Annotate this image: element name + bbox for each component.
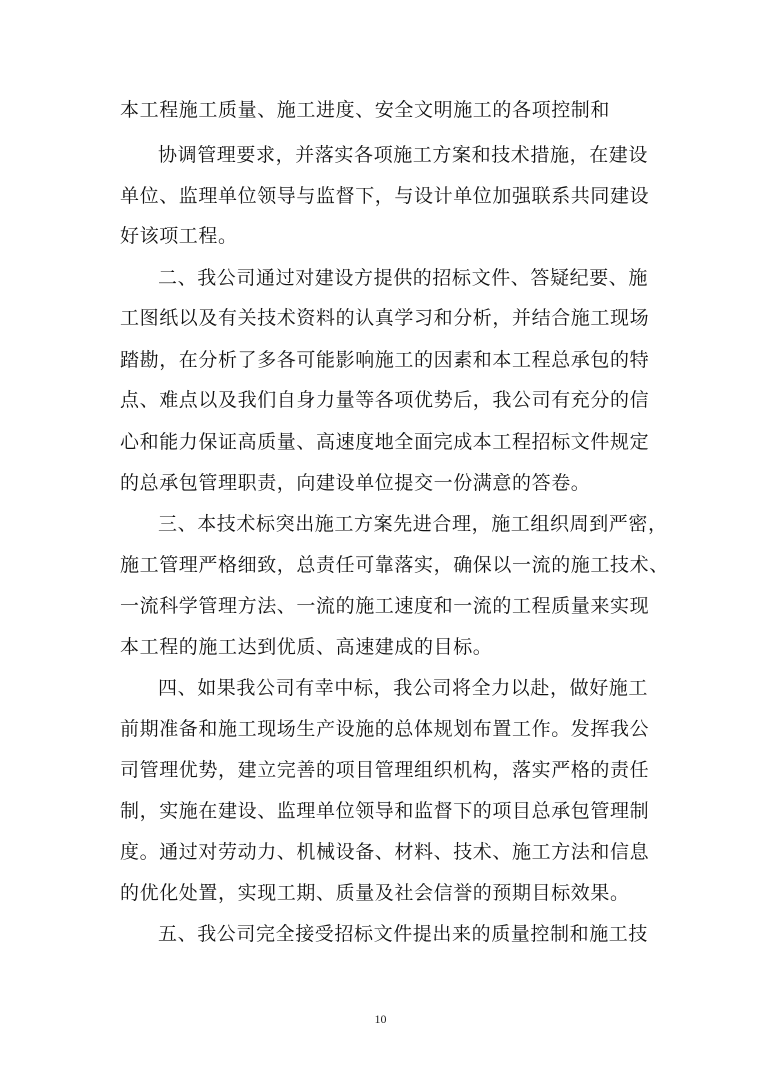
text-line-13: 一流科学管理方法、一流的施工速度和一流的工程质量来实现	[120, 595, 650, 617]
text-line-2: 协调管理要求，并落实各项施工方案和技术措施，在建设	[158, 144, 649, 166]
text-line-18: 制，实施在建设、监理单位领导和监督下的项目总承包管理制	[120, 800, 650, 822]
text-line-1: 本工程施工质量、施工进度、安全文明施工的各项控制和	[120, 99, 611, 121]
text-line-12: 施工管理严格细致，总责任可靠落实，确保以一流的施工技术、	[120, 554, 669, 576]
text-line-3: 单位、监理单位领导与监督下，与设计单位加强联系共同建设	[120, 185, 650, 207]
text-line-7: 踏勘，在分析了多各可能影响施工的因素和本工程总承包的特	[120, 349, 650, 371]
text-line-8: 点、难点以及我们自身力量等各项优势后，我公司有充分的信	[120, 389, 650, 411]
text-line-6: 工图纸以及有关技术资料的认真学习和分析，并结合施工现场	[120, 307, 650, 329]
text-line-17: 司管理优势，建立完善的项目管理组织机构，落实严格的责任	[120, 759, 650, 781]
text-line-16: 前期准备和施工现场生产设施的总体规划布置工作。发挥我公	[120, 718, 650, 740]
page-number: 10	[374, 1012, 387, 1026]
text-line-15: 四、如果我公司有幸中标，我公司将全力以赴，做好施工	[158, 677, 649, 699]
text-line-21: 五、我公司完全接受招标文件提出来的质量控制和施工技	[158, 923, 649, 945]
text-line-10: 的总承包管理职责，向建设单位提交一份满意的答卷。	[120, 472, 591, 494]
text-line-5: 二、我公司通过对建设方提供的招标文件、答疑纪要、施	[158, 267, 649, 289]
text-line-4: 好该项工程。	[120, 225, 238, 247]
text-line-9: 心和能力保证高质量、高速度地全面完成本工程招标文件规定	[120, 431, 650, 453]
text-line-20: 的优化处置，实现工期、质量及社会信誉的预期目标效果。	[120, 882, 630, 904]
text-line-19: 度。通过对劳动力、机械设备、材料、技术、施工方法和信息	[120, 841, 650, 863]
text-line-14: 本工程的施工达到优质、高速建成的目标。	[120, 636, 493, 658]
text-line-11: 三、本技术标突出施工方案先进合理，施工组织周到严密，	[158, 513, 668, 535]
